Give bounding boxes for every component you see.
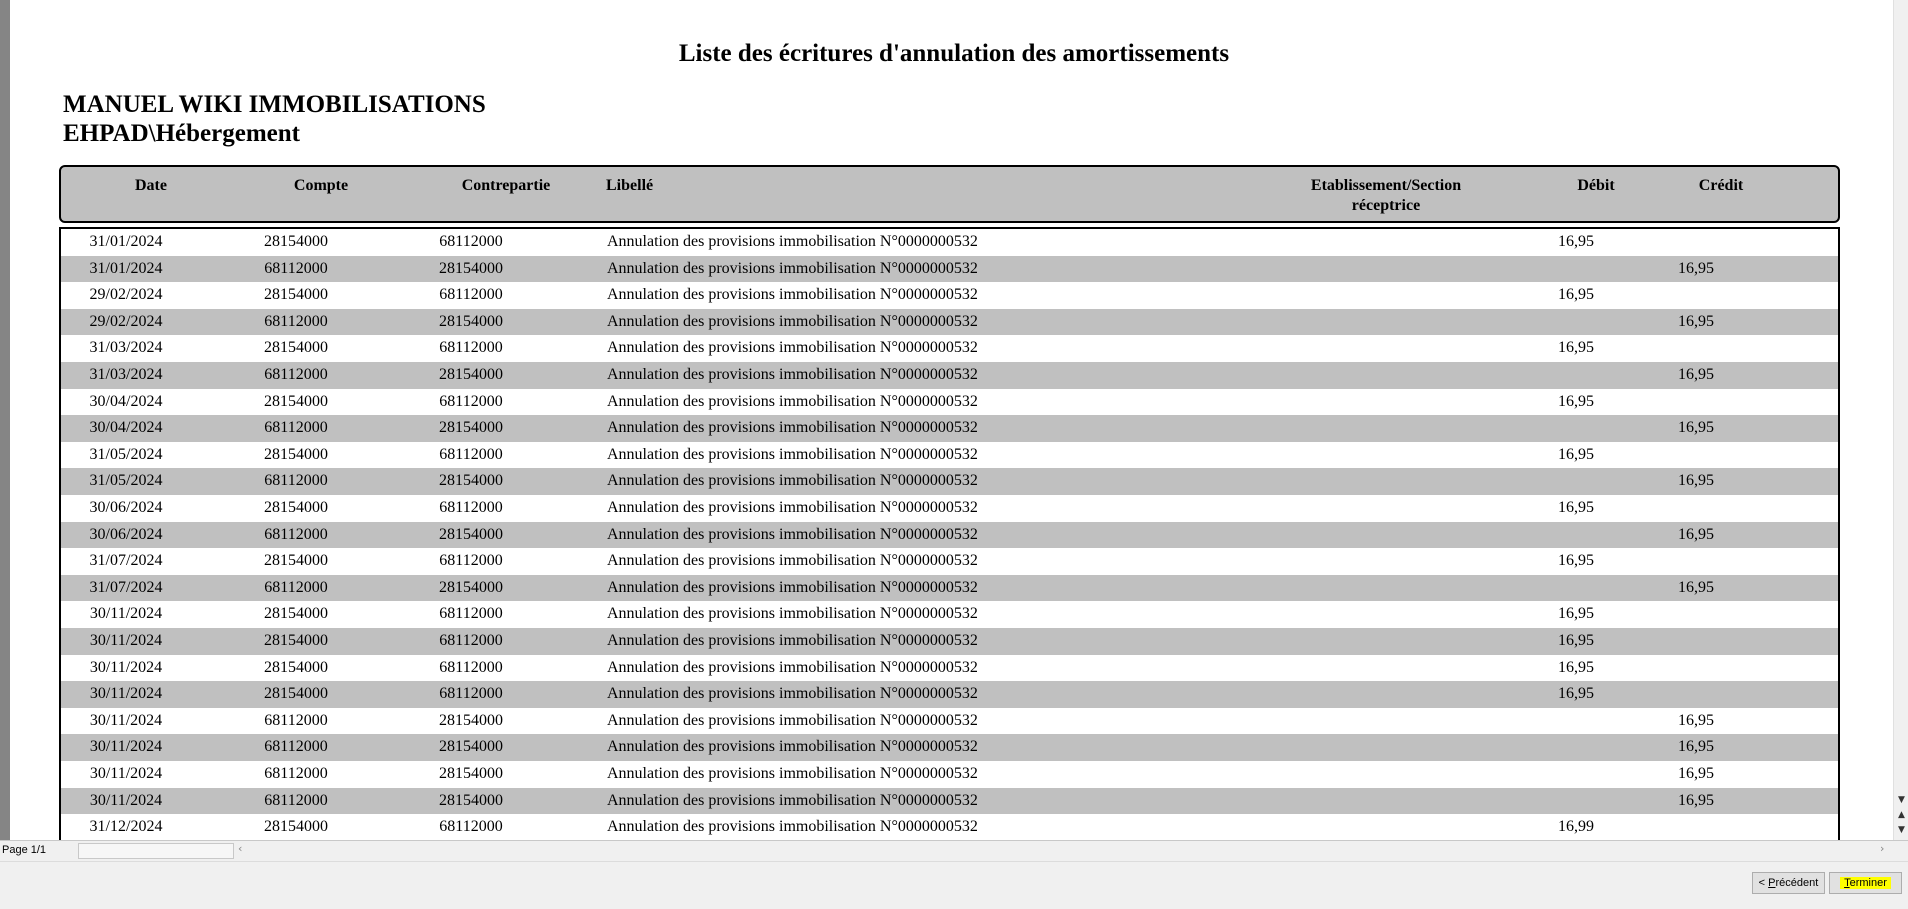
cell-contrepartie: 28154000 xyxy=(439,738,503,756)
previous-button-mnemonic: P xyxy=(1768,877,1776,889)
cell-compte: 28154000 xyxy=(264,499,328,516)
table-row xyxy=(61,734,1838,761)
table-row xyxy=(61,256,1838,283)
cell-compte: 68112000 xyxy=(264,791,328,809)
cell-credit: 16,95 xyxy=(1678,366,1714,383)
cell-compte: 28154000 xyxy=(264,632,328,649)
cell-date: 31/12/2024 xyxy=(89,818,163,836)
page-field xyxy=(78,843,234,859)
cell-debit: 16,95 xyxy=(1558,233,1594,250)
table-row xyxy=(61,468,1838,495)
table-row xyxy=(61,335,1838,362)
cell-libelle: Annulation des provisions immobilisation N°0000000532 xyxy=(607,632,978,649)
cell-contrepartie: 28154000 xyxy=(439,366,503,383)
page-down-icon[interactable]: ▼ xyxy=(1898,825,1905,835)
cell-contrepartie: 28154000 xyxy=(439,312,503,330)
table-row xyxy=(61,761,1838,788)
col-header-compte: Compte xyxy=(293,177,349,194)
cell-compte: 28154000 xyxy=(264,339,328,357)
cell-libelle: Annulation des provisions immobilisation N°0000000532 xyxy=(607,312,978,330)
cell-credit: 16,95 xyxy=(1678,259,1714,277)
finish-button-highlight xyxy=(1840,877,1891,889)
cell-credit: 16,95 xyxy=(1678,738,1714,756)
col-header-debit: Débit xyxy=(1577,177,1615,194)
cell-contrepartie: 28154000 xyxy=(439,791,503,809)
cell-compte: 28154000 xyxy=(264,658,328,676)
table-row xyxy=(61,575,1838,602)
finish-button-mnemonic: T xyxy=(1844,877,1850,889)
cell-date: 30/11/2024 xyxy=(89,738,163,756)
cell-debit: 16,95 xyxy=(1558,392,1594,410)
cell-credit: 16,95 xyxy=(1678,791,1714,809)
cell-date: 29/02/2024 xyxy=(89,312,163,330)
cell-date: 31/07/2024 xyxy=(89,552,163,570)
cell-contrepartie: 68112000 xyxy=(439,605,503,623)
cell-credit: 16,95 xyxy=(1678,711,1714,729)
cell-compte: 68112000 xyxy=(264,312,328,330)
cell-compte: 28154000 xyxy=(264,392,328,410)
chevron-left-icon[interactable]: ‹ xyxy=(238,842,243,855)
cell-libelle: Annulation des provisions immobilisation N°0000000532 xyxy=(607,658,978,676)
status-scroll-row xyxy=(0,840,1908,861)
cell-date: 30/11/2024 xyxy=(89,658,163,676)
cell-libelle: Annulation des provisions immobilisation N°0000000532 xyxy=(607,578,978,596)
report-title: Liste des écritures d'annulation des amortissements xyxy=(678,40,1230,67)
entries-table xyxy=(59,227,1840,840)
cell-contrepartie: 68112000 xyxy=(439,632,503,649)
cell-contrepartie: 68112000 xyxy=(439,818,503,836)
cell-date: 29/02/2024 xyxy=(89,286,163,304)
cell-contrepartie: 28154000 xyxy=(439,525,503,543)
cell-date: 31/03/2024 xyxy=(89,366,163,383)
table-row xyxy=(61,655,1838,682)
table-row xyxy=(61,495,1838,522)
cell-libelle: Annulation des provisions immobilisation N°0000000532 xyxy=(607,366,978,383)
chevron-down-icon[interactable]: ▼ xyxy=(1898,795,1905,805)
finish-button-label: erminer xyxy=(1849,877,1887,889)
cell-contrepartie: 68112000 xyxy=(439,685,503,703)
cell-compte: 68112000 xyxy=(264,419,328,437)
cell-libelle: Annulation des provisions immobilisation N°0000000532 xyxy=(607,685,978,703)
cell-libelle: Annulation des provisions immobilisation N°0000000532 xyxy=(607,259,978,277)
cell-date: 31/01/2024 xyxy=(89,233,163,250)
cell-date: 30/11/2024 xyxy=(89,605,163,623)
cell-date: 30/11/2024 xyxy=(89,711,163,729)
cell-date: 30/11/2024 xyxy=(89,632,163,649)
cell-contrepartie: 28154000 xyxy=(439,419,503,437)
cell-compte: 68112000 xyxy=(264,765,328,782)
col-header-libelle: Libellé xyxy=(606,177,654,194)
cell-libelle: Annulation des provisions immobilisation N°0000000532 xyxy=(607,445,978,463)
table-row xyxy=(61,229,1838,256)
cell-contrepartie: 68112000 xyxy=(439,499,503,516)
cell-debit: 16,95 xyxy=(1558,499,1594,516)
cell-credit: 16,95 xyxy=(1678,578,1714,596)
cell-contrepartie: 68112000 xyxy=(439,445,503,463)
col-header-date: Date xyxy=(135,177,167,194)
cell-contrepartie: 28154000 xyxy=(439,472,503,490)
section-name: EHPAD\Hébergement xyxy=(63,120,300,147)
cell-libelle: Annulation des provisions immobilisation N°0000000532 xyxy=(607,233,978,250)
cell-compte: 68112000 xyxy=(264,366,328,383)
cell-libelle: Annulation des provisions immobilisation N°0000000532 xyxy=(607,605,978,623)
cell-date: 31/03/2024 xyxy=(89,339,163,357)
cell-libelle: Annulation des provisions immobilisation N°0000000532 xyxy=(607,392,978,410)
table-row xyxy=(61,442,1838,469)
cell-compte: 28154000 xyxy=(264,818,328,836)
table-row xyxy=(61,788,1838,815)
table-row xyxy=(61,522,1838,549)
cell-credit: 16,95 xyxy=(1678,472,1714,490)
cell-date: 30/11/2024 xyxy=(89,791,163,809)
cell-compte: 68112000 xyxy=(264,738,328,756)
cell-libelle: Annulation des provisions immobilisation N°0000000532 xyxy=(607,791,978,809)
cell-date: 30/04/2024 xyxy=(89,419,163,437)
table-row xyxy=(61,681,1838,708)
finish-button[interactable] xyxy=(1829,872,1902,894)
cell-libelle: Annulation des provisions immobilisation N°0000000532 xyxy=(607,552,978,570)
cell-compte: 28154000 xyxy=(264,233,328,250)
cell-credit: 16,95 xyxy=(1678,765,1714,782)
col-header-etablissement xyxy=(1271,176,1501,216)
table-row xyxy=(61,362,1838,389)
previous-button[interactable] xyxy=(1752,872,1825,894)
page-indicator: Page 1/1 xyxy=(2,844,47,856)
cell-credit: 16,95 xyxy=(1678,525,1714,543)
cell-compte: 68112000 xyxy=(264,578,328,596)
cell-libelle: Annulation des provisions immobilisation N°0000000532 xyxy=(607,286,978,304)
cell-contrepartie: 28154000 xyxy=(439,259,503,277)
cell-contrepartie: 68112000 xyxy=(439,392,503,410)
table-row xyxy=(61,601,1838,628)
cell-credit: 16,95 xyxy=(1678,419,1714,437)
cell-date: 31/07/2024 xyxy=(89,578,163,596)
cell-contrepartie: 68112000 xyxy=(439,286,503,304)
vertical-scrollbar[interactable] xyxy=(1893,0,1908,840)
cell-compte: 28154000 xyxy=(264,286,328,304)
col-header-credit: Crédit xyxy=(1698,177,1744,194)
cell-contrepartie: 28154000 xyxy=(439,578,503,596)
cell-libelle: Annulation des provisions immobilisation N°0000000532 xyxy=(607,419,978,437)
cell-compte: 28154000 xyxy=(264,445,328,463)
cell-debit: 16,95 xyxy=(1558,658,1594,676)
cell-date: 30/11/2024 xyxy=(89,685,163,703)
page-up-icon[interactable]: ▲ xyxy=(1898,810,1905,820)
cell-date: 30/06/2024 xyxy=(89,525,163,543)
previous-button-prefix: < xyxy=(1758,877,1769,889)
table-row xyxy=(61,282,1838,309)
cell-contrepartie: 68112000 xyxy=(439,658,503,676)
cell-libelle: Annulation des provisions immobilisation N°0000000532 xyxy=(607,472,978,490)
cell-libelle: Annulation des provisions immobilisation N°0000000532 xyxy=(607,339,978,357)
cell-libelle: Annulation des provisions immobilisation N°0000000532 xyxy=(607,818,978,836)
table-row xyxy=(61,309,1838,336)
cell-contrepartie: 28154000 xyxy=(439,711,503,729)
col-header-etablissement-line2: réceptrice xyxy=(1351,197,1421,214)
cell-compte: 68112000 xyxy=(264,472,328,490)
cell-date: 30/06/2024 xyxy=(89,499,163,516)
table-row xyxy=(61,389,1838,416)
cell-compte: 68112000 xyxy=(264,711,328,729)
cell-debit: 16,95 xyxy=(1558,445,1594,463)
cell-debit: 16,95 xyxy=(1558,286,1594,304)
cell-date: 31/05/2024 xyxy=(89,472,163,490)
cell-libelle: Annulation des provisions immobilisation N°0000000532 xyxy=(607,525,978,543)
cell-compte: 28154000 xyxy=(264,552,328,570)
cell-date: 31/01/2024 xyxy=(89,259,163,277)
cell-contrepartie: 68112000 xyxy=(439,552,503,570)
cell-date: 30/04/2024 xyxy=(89,392,163,410)
cell-date: 30/11/2024 xyxy=(89,765,163,782)
cell-contrepartie: 28154000 xyxy=(439,765,503,782)
table-header xyxy=(59,165,1840,223)
cell-debit: 16,99 xyxy=(1558,818,1594,836)
cell-compte: 68112000 xyxy=(264,525,328,543)
table-row xyxy=(61,628,1838,655)
table-row xyxy=(61,814,1838,840)
cell-contrepartie: 68112000 xyxy=(439,233,503,250)
cell-debit: 16,95 xyxy=(1558,339,1594,357)
table-row xyxy=(61,548,1838,575)
col-header-etablissement-line1: Etablissement/Section xyxy=(1310,177,1462,194)
cell-libelle: Annulation des provisions immobilisation N°0000000532 xyxy=(607,765,978,782)
cell-contrepartie: 68112000 xyxy=(439,339,503,357)
table-row xyxy=(61,708,1838,735)
report-preview xyxy=(10,0,1893,840)
cell-compte: 28154000 xyxy=(264,685,328,703)
cell-libelle: Annulation des provisions immobilisation N°0000000532 xyxy=(607,711,978,729)
col-header-contrepartie: Contrepartie xyxy=(461,177,551,194)
wizard-footer xyxy=(0,861,1908,909)
cell-debit: 16,95 xyxy=(1558,552,1594,570)
cell-libelle: Annulation des provisions immobilisation N°0000000532 xyxy=(607,738,978,756)
cell-debit: 16,95 xyxy=(1558,632,1594,649)
cell-compte: 68112000 xyxy=(264,259,328,277)
previous-button-label: récédent xyxy=(1775,877,1819,889)
cell-libelle: Annulation des provisions immobilisation N°0000000532 xyxy=(607,499,978,516)
company-name: MANUEL WIKI IMMOBILISATIONS xyxy=(63,91,486,118)
cell-compte: 28154000 xyxy=(264,605,328,623)
cell-debit: 16,95 xyxy=(1558,685,1594,703)
chevron-right-icon[interactable]: › xyxy=(1880,842,1885,855)
cell-debit: 16,95 xyxy=(1558,605,1594,623)
cell-credit: 16,95 xyxy=(1678,312,1714,330)
cell-date: 31/05/2024 xyxy=(89,445,163,463)
left-frame-bar xyxy=(0,0,10,840)
table-row xyxy=(61,415,1838,442)
